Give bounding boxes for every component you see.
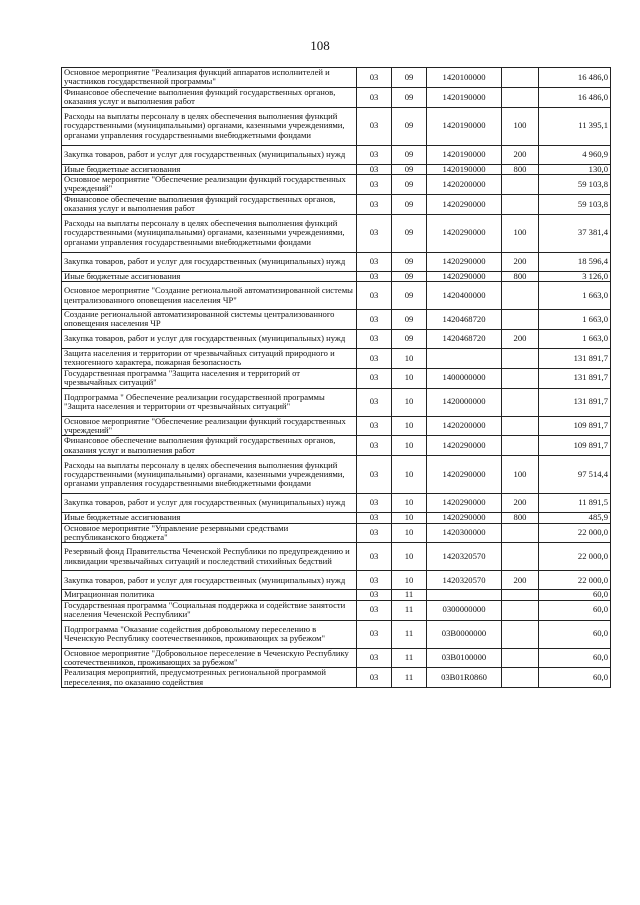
amount-cell: 131 891,7 xyxy=(539,348,611,368)
section-code-cell: 03 xyxy=(357,282,392,310)
expense-type-cell xyxy=(502,310,539,330)
section-code-cell: 03 xyxy=(357,252,392,271)
expense-type-cell xyxy=(502,523,539,543)
table-row xyxy=(62,368,611,388)
amount-cell: 11 395,1 xyxy=(539,107,611,145)
subsection-code-cell: 10 xyxy=(392,543,427,571)
expense-type-cell xyxy=(502,348,539,368)
subsection-code-cell: 09 xyxy=(392,252,427,271)
row-name-cell: Закупка товаров, работ и услуг для государственных (муниципальных) нужд xyxy=(62,252,357,271)
target-article-cell: 1420290000 xyxy=(427,436,502,456)
row-name-cell: Закупка товаров, работ и услуг для государственных (муниципальных) нужд xyxy=(62,329,357,348)
row-name-cell: Основное мероприятие "Создание региональной автоматизированной системы централизованного оповещения населения ЧР" xyxy=(62,282,357,310)
row-name-cell: Основное мероприятие "Управление резервными средствами республиканского бюджета" xyxy=(62,523,357,543)
expense-type-cell xyxy=(502,543,539,571)
target-article-cell: 1420190000 xyxy=(427,145,502,164)
target-article-cell: 1420290000 xyxy=(427,271,502,281)
section-code-cell: 03 xyxy=(357,590,392,600)
subsection-code-cell: 11 xyxy=(392,590,427,600)
row-name-cell: Защита населения и территории от чрезвычайных ситуаций природного и техногенного характера, пожарная безопасность xyxy=(62,348,357,368)
table-row xyxy=(62,620,611,648)
table-row xyxy=(62,194,611,214)
subsection-code-cell: 10 xyxy=(392,513,427,523)
amount-cell: 59 103,8 xyxy=(539,175,611,195)
subsection-code-cell: 09 xyxy=(392,87,427,107)
section-code-cell: 03 xyxy=(357,543,392,571)
expense-type-cell: 800 xyxy=(502,164,539,174)
expense-type-cell xyxy=(502,620,539,648)
target-article-cell: 1420190000 xyxy=(427,164,502,174)
subsection-code-cell: 11 xyxy=(392,648,427,668)
expense-type-cell: 800 xyxy=(502,271,539,281)
table-row xyxy=(62,590,611,600)
target-article-cell: 1420320570 xyxy=(427,543,502,571)
subsection-code-cell: 10 xyxy=(392,523,427,543)
table-row xyxy=(62,571,611,590)
amount-cell: 16 486,0 xyxy=(539,87,611,107)
subsection-code-cell: 11 xyxy=(392,668,427,688)
expense-type-cell xyxy=(502,368,539,388)
section-code-cell: 03 xyxy=(357,388,392,416)
table-row xyxy=(62,87,611,107)
budget-table xyxy=(61,67,611,688)
expense-type-cell: 200 xyxy=(502,494,539,513)
amount-cell: 16 486,0 xyxy=(539,68,611,88)
expense-type-cell: 800 xyxy=(502,513,539,523)
section-code-cell: 03 xyxy=(357,513,392,523)
subsection-code-cell: 11 xyxy=(392,620,427,648)
amount-cell: 22 000,0 xyxy=(539,543,611,571)
section-code-cell: 03 xyxy=(357,145,392,164)
amount-cell: 60,0 xyxy=(539,668,611,688)
subsection-code-cell: 09 xyxy=(392,145,427,164)
target-article-cell: 1420290000 xyxy=(427,456,502,494)
expense-type-cell xyxy=(502,648,539,668)
target-article-cell: 1420290000 xyxy=(427,494,502,513)
table-row xyxy=(62,252,611,271)
target-article-cell: 03В0100000 xyxy=(427,648,502,668)
amount-cell: 1 663,0 xyxy=(539,329,611,348)
row-name-cell: Расходы на выплаты персоналу в целях обеспечения выполнения функций государственными (муниципальными) органами, казенными учреждениями, органами управления государственными внебюджетными фондами xyxy=(62,456,357,494)
target-article-cell: 1420000000 xyxy=(427,388,502,416)
expense-type-cell xyxy=(502,68,539,88)
target-article-cell: 1420290000 xyxy=(427,252,502,271)
amount-cell: 37 381,4 xyxy=(539,214,611,252)
section-code-cell: 03 xyxy=(357,494,392,513)
row-name-cell: Государственная программа "Защита населения и территорий от чрезвычайных ситуаций" xyxy=(62,368,357,388)
expense-type-cell xyxy=(502,175,539,195)
table-row xyxy=(62,107,611,145)
row-name-cell: Основное мероприятие "Реализация функций аппаратов исполнителей и участников государственной программы" xyxy=(62,68,357,88)
table-row xyxy=(62,282,611,310)
target-article-cell: 1420290000 xyxy=(427,513,502,523)
amount-cell: 109 891,7 xyxy=(539,436,611,456)
section-code-cell: 03 xyxy=(357,416,392,436)
expense-type-cell: 200 xyxy=(502,252,539,271)
row-name-cell: Создание региональной автоматизированной системы централизованного оповещения населения ЧР xyxy=(62,310,357,330)
section-code-cell: 03 xyxy=(357,107,392,145)
section-code-cell: 03 xyxy=(357,668,392,688)
target-article-cell: 03В0000000 xyxy=(427,620,502,648)
subsection-code-cell: 09 xyxy=(392,310,427,330)
table-row xyxy=(62,543,611,571)
row-name-cell: Иные бюджетные ассигнования xyxy=(62,164,357,174)
row-name-cell: Иные бюджетные ассигнования xyxy=(62,271,357,281)
table-row xyxy=(62,388,611,416)
row-name-cell: Иные бюджетные ассигнования xyxy=(62,513,357,523)
target-article-cell: 03В01R0860 xyxy=(427,668,502,688)
section-code-cell: 03 xyxy=(357,68,392,88)
target-article-cell: 1420320570 xyxy=(427,571,502,590)
amount-cell: 18 596,4 xyxy=(539,252,611,271)
subsection-code-cell: 10 xyxy=(392,456,427,494)
amount-cell: 60,0 xyxy=(539,590,611,600)
section-code-cell: 03 xyxy=(357,456,392,494)
target-article-cell: 1400000000 xyxy=(427,368,502,388)
amount-cell: 59 103,8 xyxy=(539,194,611,214)
subsection-code-cell: 09 xyxy=(392,175,427,195)
expense-type-cell: 100 xyxy=(502,214,539,252)
amount-cell: 60,0 xyxy=(539,620,611,648)
row-name-cell: Расходы на выплаты персоналу в целях обеспечения выполнения функций государственными (муниципальными) органами, казенными учреждениями, органами управления государственными внебюджетными фондами xyxy=(62,214,357,252)
row-name-cell: Подпрограмма "Оказание содействия добровольному переселению в Чеченскую Республику соотечественников, проживающих за рубежом" xyxy=(62,620,357,648)
subsection-code-cell: 10 xyxy=(392,388,427,416)
section-code-cell: 03 xyxy=(357,436,392,456)
subsection-code-cell: 09 xyxy=(392,164,427,174)
target-article-cell: 1420468720 xyxy=(427,310,502,330)
subsection-code-cell: 09 xyxy=(392,282,427,310)
amount-cell: 3 126,0 xyxy=(539,271,611,281)
row-name-cell: Основное мероприятие "Обеспечение реализации функций государственных учреждений" xyxy=(62,416,357,436)
table-row xyxy=(62,436,611,456)
subsection-code-cell: 10 xyxy=(392,436,427,456)
row-name-cell: Финансовое обеспечение выполнения функций государственных органов, оказания услуг и выполнения работ xyxy=(62,87,357,107)
section-code-cell: 03 xyxy=(357,87,392,107)
target-article-cell xyxy=(427,348,502,368)
expense-type-cell: 100 xyxy=(502,107,539,145)
subsection-code-cell: 11 xyxy=(392,600,427,620)
target-article-cell: 1420300000 xyxy=(427,523,502,543)
subsection-code-cell: 10 xyxy=(392,571,427,590)
target-article-cell: 0300000000 xyxy=(427,600,502,620)
amount-cell: 1 663,0 xyxy=(539,282,611,310)
table-row xyxy=(62,513,611,523)
section-code-cell: 03 xyxy=(357,368,392,388)
target-article-cell: 1420190000 xyxy=(427,107,502,145)
section-code-cell: 03 xyxy=(357,175,392,195)
subsection-code-cell: 10 xyxy=(392,416,427,436)
target-article-cell: 1420200000 xyxy=(427,416,502,436)
section-code-cell: 03 xyxy=(357,214,392,252)
amount-cell: 22 000,0 xyxy=(539,523,611,543)
expense-type-cell xyxy=(502,388,539,416)
table-row xyxy=(62,214,611,252)
amount-cell: 22 000,0 xyxy=(539,571,611,590)
table-row xyxy=(62,348,611,368)
expense-type-cell xyxy=(502,436,539,456)
subsection-code-cell: 09 xyxy=(392,271,427,281)
target-article-cell: 1420290000 xyxy=(427,214,502,252)
row-name-cell: Закупка товаров, работ и услуг для государственных (муниципальных) нужд xyxy=(62,145,357,164)
section-code-cell: 03 xyxy=(357,164,392,174)
table-row xyxy=(62,271,611,281)
row-name-cell: Основное мероприятие "Обеспечение реализации функций государственных учреждений" xyxy=(62,175,357,195)
subsection-code-cell: 10 xyxy=(392,494,427,513)
amount-cell: 1 663,0 xyxy=(539,310,611,330)
subsection-code-cell: 09 xyxy=(392,68,427,88)
section-code-cell: 03 xyxy=(357,310,392,330)
subsection-code-cell: 09 xyxy=(392,214,427,252)
target-article-cell: 1420290000 xyxy=(427,194,502,214)
section-code-cell: 03 xyxy=(357,271,392,281)
amount-cell: 130,0 xyxy=(539,164,611,174)
page-number: 108 xyxy=(310,38,330,53)
subsection-code-cell: 10 xyxy=(392,348,427,368)
table-row xyxy=(62,600,611,620)
table-row xyxy=(62,329,611,348)
row-name-cell: Подпрограмма " Обеспечение реализации государственной программы "Защита населения и территории от чрезвычайных ситуаций" xyxy=(62,388,357,416)
subsection-code-cell: 09 xyxy=(392,194,427,214)
section-code-cell: 03 xyxy=(357,329,392,348)
budget-table-body xyxy=(62,68,611,688)
subsection-code-cell: 09 xyxy=(392,107,427,145)
target-article-cell: 1420200000 xyxy=(427,175,502,195)
row-name-cell: Миграционная политика xyxy=(62,590,357,600)
table-row xyxy=(62,456,611,494)
table-row xyxy=(62,416,611,436)
section-code-cell: 03 xyxy=(357,620,392,648)
section-code-cell: 03 xyxy=(357,571,392,590)
row-name-cell: Расходы на выплаты персоналу в целях обеспечения выполнения функций государственными (муниципальными) органами, казенными учреждениями, органами управления государственными внебюджетными фондами xyxy=(62,107,357,145)
row-name-cell: Резервный фонд Правительства Чеченской Республики по предупреждению и ликвидации чрезвычайных ситуаций и последствий стихийных бедствий xyxy=(62,543,357,571)
row-name-cell: Реализация мероприятий, предусмотренных региональной программой переселения, по оказанию содействия xyxy=(62,668,357,688)
target-article-cell: 1420190000 xyxy=(427,87,502,107)
expense-type-cell xyxy=(502,600,539,620)
section-code-cell: 03 xyxy=(357,348,392,368)
amount-cell: 485,9 xyxy=(539,513,611,523)
expense-type-cell xyxy=(502,416,539,436)
row-name-cell: Основное мероприятие "Добровольное переселение в Чеченскую Республику соотечественников, проживающих за рубежом" xyxy=(62,648,357,668)
row-name-cell: Финансовое обеспечение выполнения функций государственных органов, оказания услуг и выполнения работ xyxy=(62,194,357,214)
table-row xyxy=(62,494,611,513)
amount-cell: 97 514,4 xyxy=(539,456,611,494)
target-article-cell: 1420400000 xyxy=(427,282,502,310)
amount-cell: 131 891,7 xyxy=(539,368,611,388)
target-article-cell: 1420468720 xyxy=(427,329,502,348)
section-code-cell: 03 xyxy=(357,600,392,620)
table-row xyxy=(62,164,611,174)
target-article-cell xyxy=(427,590,502,600)
expense-type-cell xyxy=(502,282,539,310)
amount-cell: 4 960,9 xyxy=(539,145,611,164)
section-code-cell: 03 xyxy=(357,523,392,543)
row-name-cell: Финансовое обеспечение выполнения функций государственных органов, оказания услуг и выполнения работ xyxy=(62,436,357,456)
table-row xyxy=(62,310,611,330)
expense-type-cell: 200 xyxy=(502,329,539,348)
amount-cell: 11 891,5 xyxy=(539,494,611,513)
expense-type-cell xyxy=(502,194,539,214)
amount-cell: 109 891,7 xyxy=(539,416,611,436)
row-name-cell: Государственная программа "Социальная поддержка и содействие занятости населения Чеченской Республики" xyxy=(62,600,357,620)
table-row xyxy=(62,668,611,688)
expense-type-cell: 200 xyxy=(502,571,539,590)
amount-cell: 60,0 xyxy=(539,648,611,668)
row-name-cell: Закупка товаров, работ и услуг для государственных (муниципальных) нужд xyxy=(62,494,357,513)
amount-cell: 60,0 xyxy=(539,600,611,620)
row-name-cell: Закупка товаров, работ и услуг для государственных (муниципальных) нужд xyxy=(62,571,357,590)
table-row xyxy=(62,145,611,164)
section-code-cell: 03 xyxy=(357,648,392,668)
expense-type-cell xyxy=(502,87,539,107)
expense-type-cell: 200 xyxy=(502,145,539,164)
amount-cell: 131 891,7 xyxy=(539,388,611,416)
expense-type-cell xyxy=(502,668,539,688)
subsection-code-cell: 10 xyxy=(392,368,427,388)
expense-type-cell xyxy=(502,590,539,600)
table-row xyxy=(62,68,611,88)
subsection-code-cell: 09 xyxy=(392,329,427,348)
target-article-cell: 1420100000 xyxy=(427,68,502,88)
expense-type-cell: 100 xyxy=(502,456,539,494)
section-code-cell: 03 xyxy=(357,194,392,214)
table-row xyxy=(62,523,611,543)
table-row xyxy=(62,175,611,195)
table-row xyxy=(62,648,611,668)
